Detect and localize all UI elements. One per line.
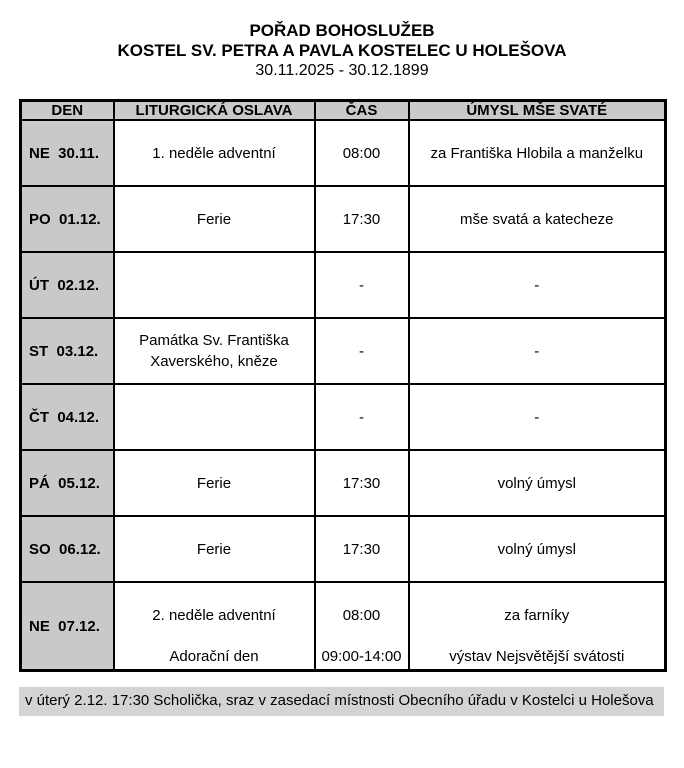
intention-cell: - [409,252,666,318]
page-subtitle: KOSTEL SV. PETRA A PAVLA KOSTELEC U HOLEŠOVA [117,41,567,60]
table-row [21,186,666,252]
day-cell: SO 06.12. [21,516,114,582]
time-line2: 09:00-14:00 [321,648,402,665]
page-title: POŘAD BOHOSLUŽEB [249,21,435,40]
column-header-den: DEN [21,101,114,121]
intention-cell: mše svatá a katecheze [409,186,666,252]
intention-cell: volný úmysl [409,516,666,582]
time-cell: 08:00 [315,120,409,186]
celebration-cell [114,582,315,671]
date-range: 30.11.2025 - 30.12.1899 [255,62,429,79]
column-header-umysl: ÚMYSL MŠE SVATÉ [409,101,666,121]
time-cell: - [315,252,409,318]
table-row [21,384,666,450]
column-header-cas: ČAS [315,101,409,121]
day-cell: PO 01.12. [21,186,114,252]
table-row [21,252,666,318]
time-cell [315,582,409,671]
table-row [21,516,666,582]
celebration-cell: Ferie [114,450,315,516]
day-cell: NE 30.11. [21,120,114,186]
table-header-row [21,101,666,121]
celebration-cell: Ferie [114,516,315,582]
day-cell: NE 07.12. [21,582,114,671]
time-cell: - [315,318,409,384]
celebration-cell [114,252,315,318]
intention-line1: za farníky [504,607,570,624]
table-row [21,450,666,516]
document-header [0,0,684,80]
celebration-cell: Ferie [114,186,315,252]
table-row [21,318,666,384]
day-cell: PÁ 05.12. [21,450,114,516]
time-cell: 17:30 [315,516,409,582]
schedule-table [19,99,667,672]
time-cell: 17:30 [315,186,409,252]
footer-note: v úterý 2.12. 17:30 Scholička, sraz v zasedací místnosti Obecního úřadu v Kostelci u Holešova [19,687,664,716]
time-cell: - [315,384,409,450]
celebration-cell: Památka Sv. Františka Xaverského, kněze [114,318,315,384]
celebration-line1: 2. neděle adventní [152,607,276,624]
column-header-oslava: LITURGICKÁ OSLAVA [114,101,315,121]
celebration-cell [114,384,315,450]
celebration-cell: 1. neděle adventní [114,120,315,186]
intention-line2: výstav Nejsvětější svátosti [449,648,625,665]
intention-cell: - [409,318,666,384]
celebration-line2: Adorační den [169,648,259,665]
intention-cell: - [409,384,666,450]
day-cell: ST 03.12. [21,318,114,384]
day-cell: ÚT 02.12. [21,252,114,318]
table-row [21,120,666,186]
table-row [21,582,666,671]
time-cell: 17:30 [315,450,409,516]
intention-cell: za Františka Hlobila a manželku [409,120,666,186]
intention-cell: volný úmysl [409,450,666,516]
day-cell: ČT 04.12. [21,384,114,450]
intention-cell [409,582,666,671]
time-line1: 08:00 [342,607,381,624]
